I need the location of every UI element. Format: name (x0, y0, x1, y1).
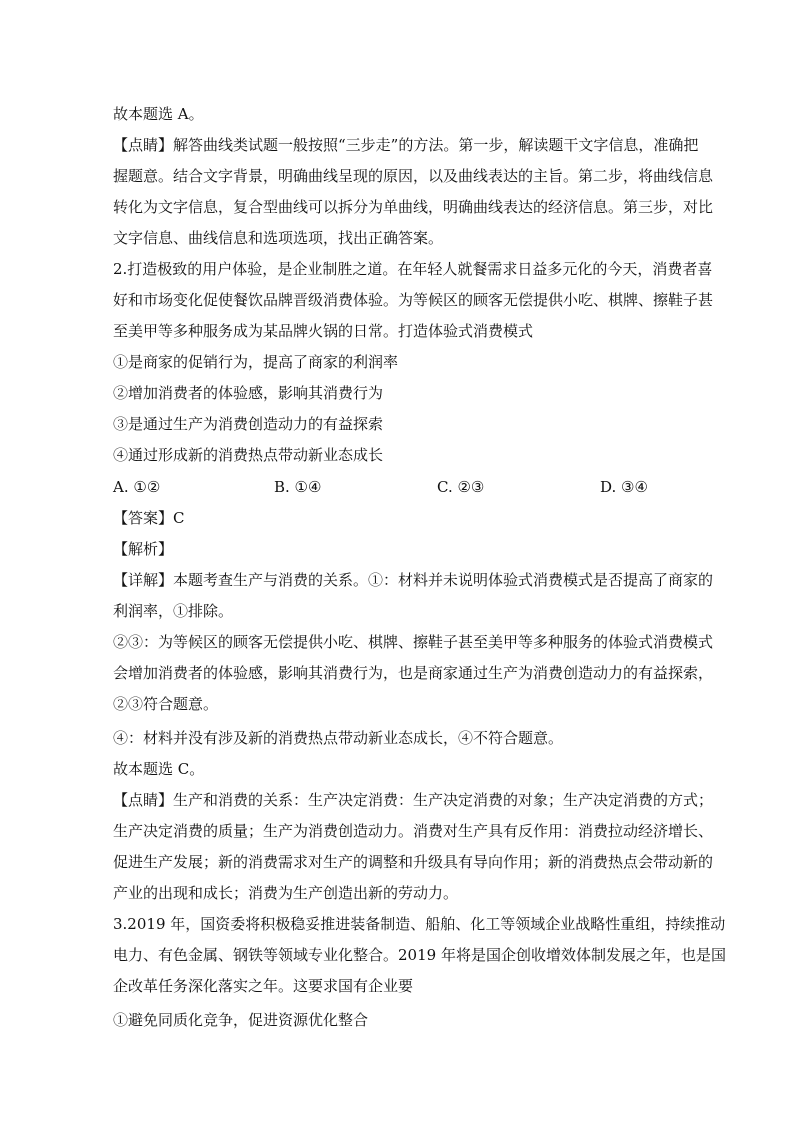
option-b: B. ①④ (274, 478, 322, 496)
text-line: 握题意。结合文字背景，明确曲线呈现的原因，以及曲线表达的主旨。第二步，将曲线信息 (113, 167, 714, 185)
text-line: 文字信息、曲线信息和选项选项，找出正确答案。 (113, 229, 444, 247)
text-line: 【点睛】解答曲线类试题一般按照“三步走”的方法。第一步，解读题干文字信息，准确把 (113, 136, 699, 154)
text-line: 好和市场变化促使餐饮品牌晋级消费体验。为等候区的顾客无偿提供小吃、棋牌、擦鞋子甚 (113, 291, 714, 309)
text-line: ②③符合题意。 (113, 695, 219, 713)
statement-4: ④通过形成新的消费热点带动新业态成长 (113, 446, 384, 464)
question-3-stem: 3.2019 年，国资委将积极稳妥推进装备制造、船舶、化工等领域企业战略性重组，持续推动 (113, 915, 726, 933)
text-line: 【点睛】生产和消费的关系：生产决定消费：生产决定消费的对象；生产决定消费的方式； (113, 791, 714, 809)
text-line: 【详解】本题考查生产与消费的关系。①：材料并未说明体验式消费模式是否提高了商家的 (113, 571, 714, 589)
text-line: 转化为文字信息，复合型曲线可以拆分为单曲线，明确曲线表达的经济信息。第三步，对比 (113, 198, 714, 216)
question-2-stem: 2.打造极致的用户体验，是企业制胜之道。在年轻人就餐需求日益多元化的今天，消费者喜 (113, 260, 713, 278)
text-line: 至美甲等多种服务成为某品牌火锅的日常。打造体验式消费模式 (113, 322, 534, 340)
analysis-heading: 【解析】 (113, 540, 174, 558)
statement-1: ①避免同质化竞争，促进资源优化整合 (113, 1011, 369, 1029)
text-line: 产业的出现和成长；消费为生产创造出新的劳动力。 (113, 884, 459, 902)
option-a: A. ①② (113, 478, 161, 496)
statement-1: ①是商家的促销行为，提高了商家的利润率 (113, 353, 399, 371)
statement-3: ③是通过生产为消费创造动力的有益探索 (113, 415, 384, 433)
text-line: ④：材料并没有涉及新的消费热点带动新业态成长，④不符合题意。 (113, 729, 564, 747)
option-c: C. ②③ (437, 478, 485, 496)
statement-2: ②增加消费者的体验感，影响其消费行为 (113, 384, 384, 402)
text-line: ②③：为等候区的顾客无偿提供小吃、棋牌、擦鞋子甚至美甲等多种服务的体验式消费模式 (113, 633, 714, 651)
text-line: 生产决定消费的质量；生产为消费创造动力。消费对生产具有反作用：消费拉动经济增长、 (113, 822, 714, 840)
text-line: 故本题选 A。 (113, 105, 204, 123)
option-d: D. ③④ (600, 478, 648, 496)
text-line: 电力、有色金属、钢铁等领域专业化整合。2019 年将是国企创收增效体制发展之年，也是国 (113, 946, 726, 964)
answer-line: 【答案】C (113, 509, 185, 527)
text-line: 利润率，①排除。 (113, 602, 234, 620)
text-line: 故本题选 C。 (113, 760, 205, 778)
text-line: 企改革任务深化落实之年。这要求国有企业要 (113, 977, 414, 995)
text-line: 促进生产发展；新的消费需求对生产的调整和升级具有导向作用；新的消费热点会带动新的 (113, 853, 714, 871)
text-line: 会增加消费者的体验感，影响其消费行为，也是商家通过生产为消费创造动力的有益探索， (113, 664, 714, 682)
